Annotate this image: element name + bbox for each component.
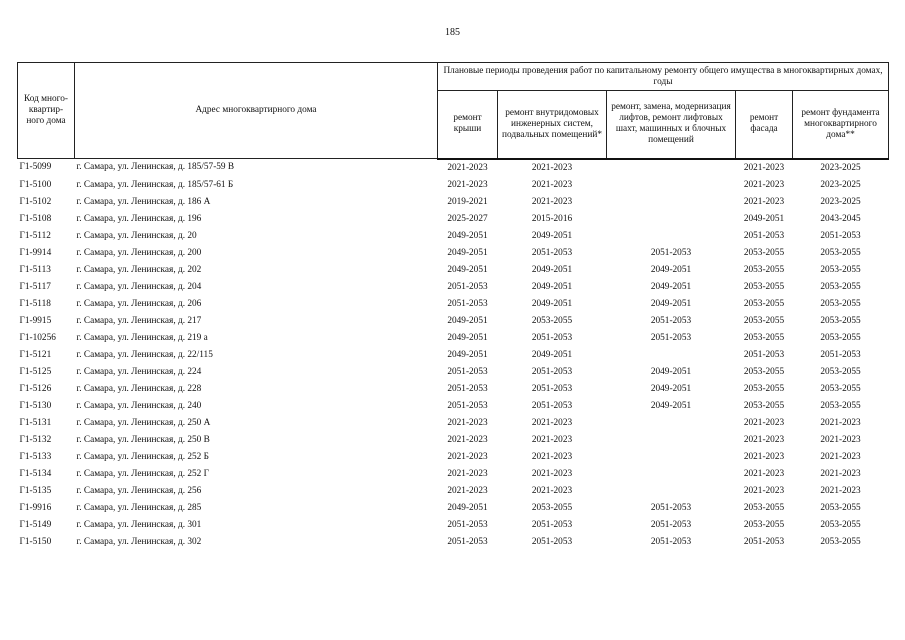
cell-facade: 2053-2055 xyxy=(743,281,785,292)
cell-engineering: 2053-2055 xyxy=(531,315,573,326)
cell-elevators xyxy=(607,228,736,245)
cell-elevators xyxy=(607,177,736,194)
cell-foundation: 2021-2023 xyxy=(820,451,861,462)
header-periods-group: Плановые периоды проведения работ по капитальному ремонту общего имущества в многоквартирных домах, годы xyxy=(438,63,889,91)
table-row xyxy=(18,296,889,313)
cell-code: Г1-5132 xyxy=(19,434,52,445)
cell-roof: 2021-2023 xyxy=(447,162,488,173)
cell-facade: 2051-2053 xyxy=(743,230,785,241)
table-row xyxy=(18,228,889,245)
cell-elevators: 2051-2053 xyxy=(650,332,692,343)
cell-engineering: 2051-2053 xyxy=(531,536,573,547)
cell-foundation: 2053-2055 xyxy=(820,332,861,343)
cell-code: Г1-5126 xyxy=(19,383,52,394)
cell-address: г. Самара, ул. Ленинская, д. 285 xyxy=(76,502,202,513)
table-row xyxy=(18,483,889,500)
cell-foundation: 2053-2055 xyxy=(820,536,861,547)
cell-foundation: 2053-2055 xyxy=(820,366,861,377)
cell-address: г. Самара, ул. Ленинская, д. 185/57-61 Б xyxy=(76,179,234,190)
cell-engineering: 2021-2023 xyxy=(531,434,573,445)
cell-foundation: 2053-2055 xyxy=(820,264,861,275)
cell-elevators xyxy=(607,211,736,228)
table-row xyxy=(18,313,889,330)
cell-elevators xyxy=(607,194,736,211)
cell-code: Г1-5099 xyxy=(19,162,52,173)
table-row xyxy=(18,211,889,228)
cell-engineering: 2051-2053 xyxy=(531,332,573,343)
cell-elevators: 2051-2053 xyxy=(650,247,692,258)
cell-foundation: 2051-2053 xyxy=(820,349,861,360)
header-foundation: ремонт фундамента многоквартирного дома** xyxy=(793,91,889,159)
cell-address: г. Самара, ул. Ленинская, д. 20 xyxy=(76,230,197,241)
cell-roof: 2051-2053 xyxy=(447,383,488,394)
cell-engineering: 2015-2016 xyxy=(531,213,573,224)
cell-elevators: 2049-2051 xyxy=(650,281,692,292)
cell-address: г. Самара, ул. Ленинская, д. 224 xyxy=(76,366,202,377)
cell-code: Г1-5117 xyxy=(19,281,51,292)
cell-facade: 2053-2055 xyxy=(743,400,785,411)
cell-engineering: 2021-2023 xyxy=(531,179,573,190)
cell-engineering: 2021-2023 xyxy=(531,196,573,207)
table-row xyxy=(18,347,889,364)
cell-facade: 2021-2023 xyxy=(743,468,785,479)
cell-code: Г1-10256 xyxy=(19,332,56,343)
cell-elevators: 2051-2053 xyxy=(650,536,692,547)
table-row xyxy=(18,500,889,517)
cell-roof: 2025-2027 xyxy=(447,213,488,224)
cell-address: г. Самара, ул. Ленинская, д. 186 А xyxy=(76,196,211,207)
cell-foundation: 2053-2055 xyxy=(820,502,861,513)
table-row xyxy=(18,262,889,279)
cell-foundation: 2021-2023 xyxy=(820,485,861,496)
cell-facade: 2049-2051 xyxy=(743,213,785,224)
cell-code: Г1-5133 xyxy=(19,451,52,462)
cell-facade: 2053-2055 xyxy=(743,383,785,394)
cell-elevators: 2049-2051 xyxy=(650,264,692,275)
cell-code: Г1-5102 xyxy=(19,196,52,207)
cell-code: Г1-5150 xyxy=(19,536,52,547)
cell-foundation: 2021-2023 xyxy=(820,434,861,445)
table-row xyxy=(18,415,889,432)
cell-facade: 2053-2055 xyxy=(743,366,785,377)
cell-foundation: 2021-2023 xyxy=(820,468,861,479)
table-body xyxy=(18,159,889,551)
cell-roof: 2021-2023 xyxy=(447,417,488,428)
cell-facade: 2053-2055 xyxy=(743,264,785,275)
cell-roof: 2051-2053 xyxy=(447,400,488,411)
cell-roof: 2051-2053 xyxy=(447,281,488,292)
table-row xyxy=(18,398,889,415)
cell-roof: 2021-2023 xyxy=(447,485,488,496)
cell-roof: 2049-2051 xyxy=(447,315,488,326)
cell-facade: 2053-2055 xyxy=(743,298,785,309)
cell-code: Г1-5100 xyxy=(19,179,52,190)
cell-foundation: 2053-2055 xyxy=(820,315,861,326)
cell-code: Г1-5118 xyxy=(19,298,51,309)
cell-foundation: 2053-2055 xyxy=(820,298,861,309)
cell-foundation: 2053-2055 xyxy=(820,383,861,394)
table-row xyxy=(18,245,889,262)
table-row xyxy=(18,381,889,398)
cell-code: Г1-5113 xyxy=(19,264,51,275)
cell-elevators: 2049-2051 xyxy=(650,366,692,377)
cell-roof: 2019-2021 xyxy=(447,196,488,207)
table-row xyxy=(18,534,889,551)
header-roof: ремонт крыши xyxy=(438,91,498,159)
header-address: Адрес многоквартирного дома xyxy=(75,63,438,159)
cell-elevators: 2049-2051 xyxy=(650,383,692,394)
cell-roof: 2049-2051 xyxy=(447,349,488,360)
table-row xyxy=(18,517,889,534)
cell-facade: 2021-2023 xyxy=(743,485,785,496)
cell-address: г. Самара, ул. Ленинская, д. 200 xyxy=(76,247,202,258)
cell-roof: 2051-2053 xyxy=(447,519,488,530)
cell-elevators xyxy=(607,347,736,364)
table-row xyxy=(18,159,889,177)
header-code: Код много-квартир-ного дома xyxy=(18,63,75,159)
cell-code: Г1-5112 xyxy=(19,230,51,241)
cell-address: г. Самара, ул. Ленинская, д. 202 xyxy=(76,264,202,275)
cell-facade: 2021-2023 xyxy=(743,196,785,207)
cell-engineering: 2051-2053 xyxy=(531,383,573,394)
table-row xyxy=(18,364,889,381)
cell-address: г. Самара, ул. Ленинская, д. 301 xyxy=(76,519,202,530)
cell-foundation: 2043-2045 xyxy=(820,213,861,224)
cell-code: Г1-9914 xyxy=(19,247,52,258)
table-row xyxy=(18,330,889,347)
cell-elevators: 2049-2051 xyxy=(650,298,692,309)
cell-code: Г1-9916 xyxy=(19,502,52,513)
cell-code: Г1-5125 xyxy=(19,366,52,377)
cell-elevators xyxy=(607,466,736,483)
header-facade: ремонт фасада xyxy=(736,91,793,159)
cell-engineering: 2049-2051 xyxy=(531,281,573,292)
cell-facade: 2021-2023 xyxy=(743,434,785,445)
cell-address: г. Самара, ул. Ленинская, д. 185/57-59 В xyxy=(76,162,235,173)
cell-elevators xyxy=(607,432,736,449)
cell-engineering: 2021-2023 xyxy=(531,468,573,479)
cell-facade: 2053-2055 xyxy=(743,502,785,513)
cell-engineering: 2051-2053 xyxy=(531,519,573,530)
cell-foundation: 2051-2053 xyxy=(820,230,861,241)
cell-address: г. Самара, ул. Ленинская, д. 204 xyxy=(76,281,202,292)
cell-address: г. Самара, ул. Ленинская, д. 250 В xyxy=(76,434,210,445)
cell-address: г. Самара, ул. Ленинская, д. 252 Б xyxy=(76,451,209,462)
cell-foundation: 2053-2055 xyxy=(820,281,861,292)
cell-code: Г1-5135 xyxy=(19,485,52,496)
page-number: 185 xyxy=(445,27,460,38)
cell-foundation: 2053-2055 xyxy=(820,519,861,530)
table-row xyxy=(18,194,889,211)
cell-foundation: 2023-2025 xyxy=(820,196,861,207)
cell-engineering: 2049-2051 xyxy=(531,349,573,360)
cell-code: Г1-5130 xyxy=(19,400,52,411)
cell-foundation: 2053-2055 xyxy=(820,247,861,258)
cell-address: г. Самара, ул. Ленинская, д. 250 А xyxy=(76,417,211,428)
cell-address: г. Самара, ул. Ленинская, д. 240 xyxy=(76,400,202,411)
cell-elevators: 2051-2053 xyxy=(650,315,692,326)
cell-facade: 2053-2055 xyxy=(743,247,785,258)
cell-facade: 2051-2053 xyxy=(743,536,785,547)
cell-engineering: 2049-2051 xyxy=(531,230,573,241)
cell-engineering: 2053-2055 xyxy=(531,502,573,513)
cell-facade: 2021-2023 xyxy=(743,417,785,428)
header-engineering: ремонт внутридомовых инженерных систем, подвальных помещений* xyxy=(498,91,607,159)
cell-facade: 2021-2023 xyxy=(743,162,785,173)
cell-elevators: 2051-2053 xyxy=(650,519,692,530)
cell-engineering: 2021-2023 xyxy=(531,485,573,496)
cell-roof: 2049-2051 xyxy=(447,502,488,513)
cell-engineering: 2051-2053 xyxy=(531,400,573,411)
cell-facade: 2051-2053 xyxy=(743,349,785,360)
cell-code: Г1-9915 xyxy=(19,315,52,326)
capital-repair-table xyxy=(17,62,889,551)
cell-foundation: 2021-2023 xyxy=(820,417,861,428)
cell-elevators xyxy=(607,415,736,432)
cell-roof: 2051-2053 xyxy=(447,536,488,547)
cell-roof: 2021-2023 xyxy=(447,451,488,462)
cell-roof: 2051-2053 xyxy=(447,298,488,309)
cell-engineering: 2021-2023 xyxy=(531,417,573,428)
cell-elevators: 2051-2053 xyxy=(650,502,692,513)
cell-engineering: 2051-2053 xyxy=(531,247,573,258)
cell-address: г. Самара, ул. Ленинская, д. 256 xyxy=(76,485,202,496)
table-row xyxy=(18,432,889,449)
cell-address: г. Самара, ул. Ленинская, д. 228 xyxy=(76,383,202,394)
cell-elevators: 2049-2051 xyxy=(650,400,692,411)
cell-address: г. Самара, ул. Ленинская, д. 302 xyxy=(76,536,202,547)
table-row xyxy=(18,177,889,194)
cell-facade: 2053-2055 xyxy=(743,519,785,530)
cell-roof: 2021-2023 xyxy=(447,179,488,190)
cell-roof: 2049-2051 xyxy=(447,264,488,275)
cell-code: Г1-5108 xyxy=(19,213,52,224)
cell-roof: 2051-2053 xyxy=(447,366,488,377)
cell-roof: 2049-2051 xyxy=(447,332,488,343)
cell-roof: 2049-2051 xyxy=(447,230,488,241)
cell-engineering: 2049-2051 xyxy=(531,264,573,275)
cell-foundation: 2053-2055 xyxy=(820,400,861,411)
cell-foundation: 2023-2025 xyxy=(820,179,861,190)
cell-facade: 2053-2055 xyxy=(743,315,785,326)
cell-address: г. Самара, ул. Ленинская, д. 22/115 xyxy=(76,349,213,360)
cell-address: г. Самара, ул. Ленинская, д. 217 xyxy=(76,315,202,326)
cell-roof: 2021-2023 xyxy=(447,434,488,445)
cell-code: Г1-5134 xyxy=(19,468,52,479)
cell-address: г. Самара, ул. Ленинская, д. 219 а xyxy=(76,332,208,343)
cell-foundation: 2023-2025 xyxy=(820,162,861,173)
cell-facade: 2021-2023 xyxy=(743,179,785,190)
cell-address: г. Самара, ул. Ленинская, д. 252 Г xyxy=(76,468,210,479)
cell-roof: 2049-2051 xyxy=(447,247,488,258)
cell-facade: 2021-2023 xyxy=(743,451,785,462)
cell-address: г. Самара, ул. Ленинская, д. 196 xyxy=(76,213,202,224)
cell-engineering: 2049-2051 xyxy=(531,298,573,309)
cell-roof: 2021-2023 xyxy=(447,468,488,479)
cell-code: Г1-5121 xyxy=(19,349,52,360)
cell-engineering: 2021-2023 xyxy=(531,162,573,173)
table-row xyxy=(18,279,889,296)
cell-address: г. Самара, ул. Ленинская, д. 206 xyxy=(76,298,202,309)
table-header xyxy=(18,63,889,159)
cell-elevators xyxy=(607,449,736,466)
header-elevators: ремонт, замена, модернизация лифтов, ремонт лифтовых шахт, машинных и блочных помещений xyxy=(607,91,736,159)
cell-facade: 2053-2055 xyxy=(743,332,785,343)
cell-code: Г1-5131 xyxy=(19,417,52,428)
cell-elevators xyxy=(607,159,736,177)
cell-code: Г1-5149 xyxy=(19,519,52,530)
cell-engineering: 2051-2053 xyxy=(531,366,573,377)
table-row xyxy=(18,466,889,483)
table-row xyxy=(18,449,889,466)
cell-engineering: 2021-2023 xyxy=(531,451,573,462)
cell-elevators xyxy=(607,483,736,500)
